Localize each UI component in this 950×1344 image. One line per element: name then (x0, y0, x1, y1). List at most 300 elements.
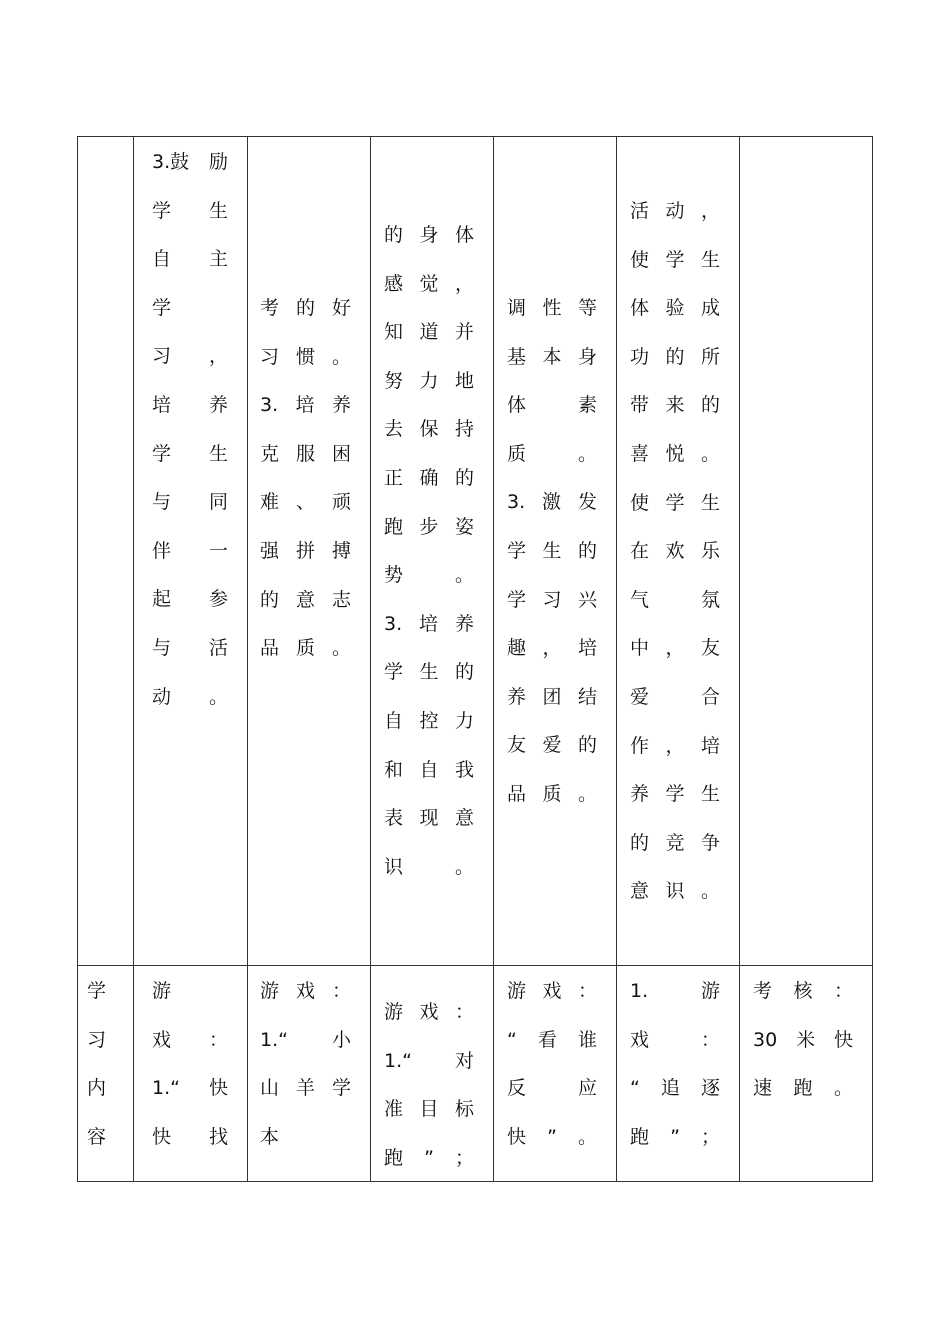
text-token: 反 (507, 1077, 527, 1100)
text-token: 生 (208, 199, 228, 222)
cell-text-line (384, 1037, 474, 1086)
text-token: 同 (208, 491, 228, 514)
text-token: ” (424, 1146, 434, 1169)
text-token: 1.“ (384, 1049, 412, 1072)
text-token: 友 (507, 734, 527, 757)
text-token: ： (577, 980, 597, 1002)
text-token: 考 (260, 297, 280, 319)
cell-text-line (507, 721, 597, 770)
text-token: 使 (630, 248, 650, 271)
text-token: 来 (665, 394, 685, 417)
text-token: 学 (152, 442, 172, 465)
cell-text-line (384, 1085, 474, 1134)
text-token: ： (331, 980, 351, 1002)
text-token: ， (208, 345, 228, 368)
cell-text-line (507, 527, 597, 576)
text-token: 中 (630, 637, 650, 660)
text-token: 持 (454, 418, 474, 441)
text-token: 努 (384, 369, 404, 392)
text-token: 本 (260, 1125, 280, 1148)
cell-text-line (260, 1064, 351, 1113)
column-divider (370, 136, 371, 1182)
cell-text-line (260, 333, 351, 382)
text-token: 习 (260, 345, 280, 368)
text-token: ： (833, 980, 853, 1002)
text-token: 标 (454, 1098, 474, 1121)
text-token: 看 (537, 1028, 557, 1051)
cell-r2-c7 (753, 967, 853, 1113)
text-token: ” (670, 1125, 680, 1148)
text-token: 习 (152, 345, 172, 368)
text-token: 惯 (295, 345, 315, 368)
cell-text-line (630, 673, 720, 722)
text-token: 。 (331, 637, 351, 660)
cell-text-line (152, 1064, 228, 1113)
text-token: 顽 (331, 491, 351, 514)
cell-text-line (630, 236, 720, 285)
text-token: ： (208, 1028, 228, 1051)
text-token: 养 (630, 783, 650, 806)
text-token: 戏 (295, 980, 315, 1002)
text-token: 谁 (577, 1028, 597, 1051)
cell-text-line (753, 1016, 853, 1065)
row-divider (77, 965, 873, 966)
cell-text-line (507, 284, 597, 333)
text-token: 生 (542, 539, 562, 562)
text-token: 志 (331, 588, 351, 611)
text-token: 的 (454, 466, 474, 489)
text-token: 、 (295, 491, 315, 514)
cell-text-line (507, 381, 597, 430)
text-token: 生 (700, 491, 720, 514)
text-token: 确 (419, 466, 439, 489)
text-token: 动 (152, 685, 172, 708)
cell-text-line (507, 1064, 597, 1113)
text-token: 的 (700, 394, 720, 417)
text-token: 游 (152, 980, 172, 1002)
text-token: 学 (152, 296, 172, 319)
text-token: 跑 (384, 515, 404, 538)
text-token: 应 (577, 1077, 597, 1100)
cell-text-line (152, 187, 228, 236)
text-token: 养 (507, 685, 527, 708)
text-token: 快 (208, 1077, 228, 1100)
text-token: 生 (419, 661, 439, 684)
cell-text-line (630, 284, 720, 333)
text-token: 觉 (419, 272, 439, 295)
text-token: 。 (700, 442, 720, 465)
cell-text-line (630, 479, 720, 528)
text-token: 养 (331, 394, 351, 417)
text-token: ， (542, 637, 562, 660)
text-token: 力 (419, 369, 439, 392)
text-token: 学 (507, 588, 527, 611)
text-token: 体 (454, 224, 474, 246)
cell-r2-c4 (384, 988, 474, 1182)
text-token: 与 (152, 491, 172, 514)
cell-text-line (384, 600, 474, 649)
text-token: 游 (507, 980, 527, 1002)
cell-text-line (152, 1113, 228, 1162)
text-token: 体 (507, 394, 527, 417)
text-token: ， (454, 272, 474, 295)
cell-text-line (630, 722, 720, 771)
text-token: 验 (665, 297, 685, 320)
cell-text-line (152, 284, 228, 333)
text-token: 内 (87, 1077, 107, 1100)
text-token: 起 (152, 588, 172, 611)
cell-r2-c5 (507, 967, 597, 1161)
cell-text-line (260, 478, 351, 527)
cell-text-line (507, 430, 597, 479)
cell-text-line (507, 478, 597, 527)
text-token: 品 (507, 782, 527, 805)
cell-text-line (507, 967, 597, 1016)
text-token: 快 (152, 1125, 172, 1148)
cell-text-line (152, 624, 228, 673)
text-token: ： (454, 1001, 474, 1023)
cell-r1-c6 (630, 187, 720, 916)
text-token: 学 (665, 491, 685, 514)
text-token: 质 (295, 637, 315, 660)
cell-text-line (260, 430, 351, 479)
text-token: 我 (454, 758, 474, 781)
text-token: 合 (700, 685, 720, 708)
text-token: 识 (665, 880, 685, 903)
text-token: 培 (700, 734, 720, 757)
text-token: 参 (208, 588, 228, 611)
text-token: 逐 (700, 1077, 720, 1100)
column-divider (739, 136, 740, 1182)
text-token: 速 (753, 1077, 773, 1100)
text-token: 戏 (630, 1028, 650, 1051)
text-token: “ (630, 1077, 640, 1100)
text-token: 姿 (454, 515, 474, 538)
text-token: 难 (260, 491, 280, 514)
text-token: 自 (419, 758, 439, 781)
text-token: 素 (577, 394, 597, 417)
text-token: 主 (208, 248, 228, 271)
cell-text-line (152, 527, 228, 576)
cell-text-line (384, 648, 474, 697)
text-token: 强 (260, 539, 280, 562)
cell-text-line (260, 624, 351, 673)
cell-text-line (630, 576, 720, 625)
text-token: 1. (630, 980, 649, 1002)
text-token: 学 (152, 199, 172, 222)
cell-text-line (630, 1016, 720, 1065)
text-token: 服 (295, 442, 315, 465)
column-divider (493, 136, 494, 1182)
text-token: 保 (419, 418, 439, 441)
cell-text-line (384, 211, 474, 260)
cell-text-line (152, 967, 228, 1016)
text-token: 生 (700, 248, 720, 271)
text-token: 30 (753, 1028, 778, 1051)
text-token: 山 (260, 1077, 280, 1100)
text-token: 。 (577, 1125, 597, 1148)
text-token: 跑 (793, 1077, 813, 1100)
text-token: 一 (208, 539, 228, 562)
table-border-left (77, 136, 78, 1182)
text-token: 使 (630, 491, 650, 514)
cell-text-line (630, 624, 720, 673)
text-token: 发 (577, 491, 597, 514)
cell-text-line (152, 381, 228, 430)
text-token: 爱 (630, 685, 650, 708)
text-token: 成 (700, 297, 720, 320)
text-token: 戏 (152, 1028, 172, 1051)
cell-text-line (152, 673, 228, 722)
cell-text-line (384, 551, 474, 600)
text-token: 学 (665, 783, 685, 806)
text-token: 带 (630, 394, 650, 417)
text-token: 克 (260, 442, 280, 465)
cell-text-line (87, 1016, 107, 1065)
text-token: 的 (260, 588, 280, 611)
cell-text-line (384, 746, 474, 795)
text-token: 悦 (665, 442, 685, 465)
text-token: 自 (384, 709, 404, 732)
text-token: 3. (507, 491, 526, 514)
text-token: 识 (384, 855, 404, 878)
text-token: “ (507, 1028, 517, 1051)
text-token: 生 (700, 783, 720, 806)
text-token: 激 (542, 491, 562, 514)
text-token: 意 (630, 880, 650, 903)
text-token: 励 (208, 151, 228, 173)
text-token: 3. (384, 612, 403, 635)
table-border-right (872, 136, 873, 1182)
text-token: 基 (507, 345, 527, 368)
text-token: 喜 (630, 442, 650, 465)
text-token: 和 (384, 758, 404, 781)
text-token: 的 (665, 345, 685, 368)
cell-r2-c1 (87, 967, 107, 1161)
text-token: 身 (577, 345, 597, 368)
text-token: 作 (630, 734, 650, 757)
cell-text-line (260, 576, 351, 625)
text-token: 所 (700, 345, 720, 368)
text-token: 结 (577, 685, 597, 708)
text-token: 戏 (542, 980, 562, 1002)
text-token: 欢 (665, 540, 685, 563)
text-token: 培 (295, 394, 315, 417)
cell-text-line (87, 1113, 107, 1162)
text-token: 性 (542, 297, 562, 319)
cell-text-line (630, 333, 720, 382)
cell-text-line (87, 967, 107, 1016)
text-token: 容 (87, 1125, 107, 1148)
table-border-bottom (77, 1181, 873, 1182)
text-token: 自 (152, 248, 172, 271)
text-token: 友 (700, 637, 720, 660)
text-token: 等 (577, 297, 597, 319)
cell-text-line (630, 1113, 720, 1162)
cell-text-line (507, 333, 597, 382)
cell-text-line (507, 624, 597, 673)
text-token: 意 (295, 588, 315, 611)
cell-text-line (152, 478, 228, 527)
text-token: 学 (87, 980, 107, 1002)
text-token: 质 (507, 442, 527, 465)
cell-text-line (507, 1113, 597, 1162)
text-token: 的 (577, 539, 597, 562)
text-token: 培 (152, 393, 172, 416)
cell-text-line (152, 1016, 228, 1065)
text-token: 学 (384, 661, 404, 684)
cell-text-line (260, 1113, 351, 1162)
cell-text-line (260, 284, 351, 333)
cell-text-line (753, 1064, 853, 1113)
cell-text-line (630, 770, 720, 819)
text-token: 感 (384, 272, 404, 295)
cell-text-line (384, 503, 474, 552)
text-token: 找 (208, 1125, 228, 1148)
text-token: 知 (384, 321, 404, 344)
text-token: 本 (542, 345, 562, 368)
cell-text-line (630, 867, 720, 916)
text-token: 养 (208, 393, 228, 416)
cell-r1-c4 (384, 211, 474, 891)
text-token: 3.鼓 (152, 151, 190, 173)
text-token: 与 (152, 636, 172, 659)
text-token: 快 (833, 1028, 853, 1051)
text-token: 的 (577, 734, 597, 757)
text-token: ” (547, 1125, 557, 1148)
text-token: ； (700, 1125, 720, 1148)
cell-text-line (384, 1134, 474, 1183)
cell-text-line (260, 1016, 351, 1065)
text-token: 戏 (419, 1001, 439, 1023)
text-token: 习 (542, 588, 562, 611)
text-token: 道 (419, 321, 439, 344)
text-token: 意 (454, 807, 474, 830)
text-token: 乐 (700, 540, 720, 563)
cell-text-line (152, 138, 228, 187)
text-token: 争 (700, 831, 720, 854)
text-token: 的 (630, 831, 650, 854)
cell-r2-c6 (630, 967, 720, 1161)
text-token: 品 (260, 637, 280, 660)
text-token: 1.“ (152, 1077, 180, 1100)
text-token: 活 (630, 200, 650, 222)
text-token: 。 (208, 685, 228, 708)
text-token: 1.“ (260, 1028, 288, 1051)
text-token: 跑 (630, 1125, 650, 1148)
text-token: 的 (454, 661, 474, 684)
text-token: ， (665, 637, 685, 660)
text-token: 培 (419, 612, 439, 635)
cell-text-line (384, 260, 474, 309)
text-token: 表 (384, 807, 404, 830)
text-token: 对 (454, 1049, 474, 1072)
text-token: 困 (331, 442, 351, 465)
text-token: 。 (454, 564, 474, 587)
cell-text-line (630, 1064, 720, 1113)
text-token: 伴 (152, 539, 172, 562)
column-divider (133, 136, 134, 1182)
text-token: 并 (454, 321, 474, 344)
text-token: 功 (630, 345, 650, 368)
text-token: 游 (260, 980, 280, 1002)
text-token: 调 (507, 297, 527, 319)
text-token: 快 (507, 1125, 527, 1148)
text-token: 在 (630, 540, 650, 563)
cell-text-line (384, 697, 474, 746)
text-token: 生 (208, 442, 228, 465)
text-token: 现 (419, 807, 439, 830)
text-token: 身 (419, 224, 439, 246)
cell-text-line (384, 357, 474, 406)
cell-text-line (507, 770, 597, 819)
text-token: 游 (700, 980, 720, 1002)
text-token: 目 (419, 1098, 439, 1121)
text-token: 学 (507, 539, 527, 562)
cell-text-line (630, 527, 720, 576)
text-token: ： (700, 1028, 720, 1051)
column-divider (247, 136, 248, 1182)
text-token: 核 (793, 980, 813, 1002)
text-token: ， (665, 734, 685, 757)
text-token: 团 (542, 685, 562, 708)
text-token: 竞 (665, 831, 685, 854)
text-token: 去 (384, 418, 404, 441)
cell-text-line (152, 332, 228, 381)
cell-text-line (384, 405, 474, 454)
text-token: ， (700, 200, 720, 222)
text-token: 力 (454, 709, 474, 732)
text-token: 考 (753, 980, 773, 1002)
text-token: 气 (630, 588, 650, 611)
text-token: 。 (331, 345, 351, 368)
cell-text-line (152, 235, 228, 284)
cell-text-line (260, 527, 351, 576)
cell-text-line (87, 1064, 107, 1113)
cell-text-line (507, 673, 597, 722)
text-token: 准 (384, 1098, 404, 1121)
cell-text-line (384, 794, 474, 843)
text-token: 拼 (295, 539, 315, 562)
text-token: 学 (331, 1077, 351, 1100)
table-border-top (77, 136, 873, 137)
text-token: 质 (542, 782, 562, 805)
text-token: 3. (260, 394, 279, 417)
cell-text-line (152, 430, 228, 479)
text-token: 控 (419, 709, 439, 732)
text-token: 。 (577, 782, 597, 805)
cell-text-line (507, 576, 597, 625)
cell-text-line (507, 1016, 597, 1065)
text-token: 跑 (384, 1146, 404, 1169)
text-token: 兴 (577, 588, 597, 611)
text-token: 趣 (507, 637, 527, 660)
cell-text-line (384, 308, 474, 357)
text-token: 动 (665, 200, 685, 222)
text-token: 游 (384, 1001, 404, 1023)
text-token: 正 (384, 466, 404, 489)
cell-text-line (384, 454, 474, 503)
text-token: 搏 (331, 539, 351, 562)
cell-text-line (384, 843, 474, 892)
text-token: 羊 (295, 1077, 315, 1100)
cell-r1-c3 (260, 284, 351, 673)
text-token: 学 (665, 248, 685, 271)
cell-text-line (630, 430, 720, 479)
text-token: ； (454, 1146, 474, 1169)
cell-r2-c3 (260, 967, 351, 1161)
text-token: 好 (331, 297, 351, 319)
